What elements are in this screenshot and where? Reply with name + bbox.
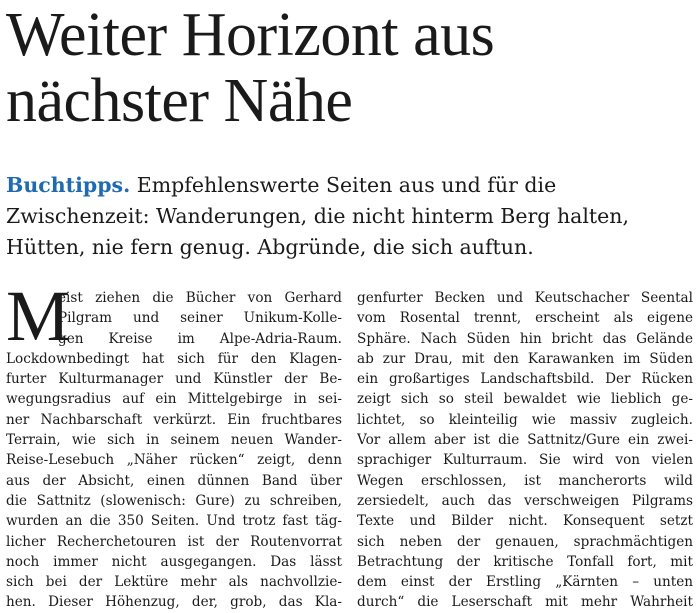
body-line: eist ziehen die Bücher von Gerhard	[58, 290, 342, 306]
headline-line: Weiter Horizont aus	[6, 1, 495, 69]
body-line: aus der Absicht, einen dünnen Band über	[6, 472, 342, 489]
body-line: Lockdownbedingt hat sich für den Klagen-	[6, 350, 342, 367]
body-line: sich bei der Lektüre mehr als nachvollzie-	[6, 574, 342, 591]
body-line: sprachiger Kulturraum. Sie wird von vielen	[357, 452, 693, 469]
headline-line: nächster Nähe	[6, 67, 353, 135]
body-line: Betrachtung der kritische Tonfall fort, mit	[357, 553, 693, 570]
body-line: Texte und Bilder nicht. Konsequent setzt	[357, 513, 693, 530]
body-line: Reise-Lesebuch „Näher rücken“ zeigt, denn	[6, 452, 342, 469]
lead-line	[6, 170, 696, 201]
body-line: licher Recherchetouren ist der Routenvorrat	[6, 533, 342, 550]
body-line: noch immer nicht ausgegangen. Das lässt	[6, 553, 342, 570]
drop-cap: M	[6, 276, 71, 356]
lead-paragraph	[6, 170, 696, 263]
body-line: wurden an die 350 Seiten. Und trotz fast täg-	[6, 513, 342, 530]
body-line: sich neben der genauen, sprachmächtigen	[357, 533, 693, 550]
body-line: zersiedelt, auch das verschweigen Pilgrams	[357, 492, 693, 509]
body-line: Wegen erschlossen, ist mancherorts wild	[357, 472, 693, 489]
body-line: hen. Dieser Höhenzug, der, grob, das Kla-	[6, 594, 342, 611]
body-line: Vor allem aber ist die Sattnitz/Gure ein zwei-	[357, 432, 693, 449]
lead-text: Empfehlenswerte Seiten aus und für die	[130, 173, 557, 197]
body-line: furter Kulturmanager und Künstler der Be-	[6, 371, 342, 388]
body-line: ein großartiges Landschaftsbild. Der Rücken	[357, 371, 693, 388]
lead-line: Hütten, nie fern genug. Abgründe, die sich auftun.	[6, 235, 534, 259]
body-line: wegungsradius auf ein Mittelgebirge in sei-	[6, 391, 342, 408]
body-line: Pilgram und seiner Unikum-Kolle-	[58, 310, 342, 327]
body-line: Terrain, wie sich in seinem neuen Wander-	[6, 432, 342, 449]
lead-line: Zwischenzeit: Wanderungen, die nicht hinterm Berg halten,	[6, 204, 630, 228]
body-line: die Sattnitz (slowenisch: Gure) zu schreiben,	[6, 492, 342, 509]
body-line: zeigt sich so steil bewaldet wie lieblich ge-	[357, 391, 693, 408]
body-line: lichtet, so kleinteilig wie massiv zugleich.	[357, 411, 693, 428]
headline	[6, 2, 696, 134]
body-line: vom Rosental trennt, erscheint als eigene	[357, 310, 693, 327]
body-line: gen Kreise im Alpe-Adria-Raum.	[58, 330, 342, 347]
body-line: Sphäre. Nach Süden hin bricht das Gelände	[357, 330, 693, 347]
body-column-right	[357, 288, 693, 613]
body-line: dem einst der Erstling „Kärnten – unten	[357, 574, 693, 591]
body-column-left	[6, 288, 342, 613]
body-line: ner Nachbarschaft verkürzt. Ein fruchtbares	[6, 411, 342, 428]
kicker: Buchtipps.	[6, 173, 131, 197]
body-line: ab zur Drau, mit den Karawanken im Süden	[357, 350, 693, 367]
body-line: durch“ die Leserschaft mit mehr Wahrheit	[357, 594, 693, 611]
body-line: genfurter Becken und Keutschacher Seental	[357, 290, 693, 306]
